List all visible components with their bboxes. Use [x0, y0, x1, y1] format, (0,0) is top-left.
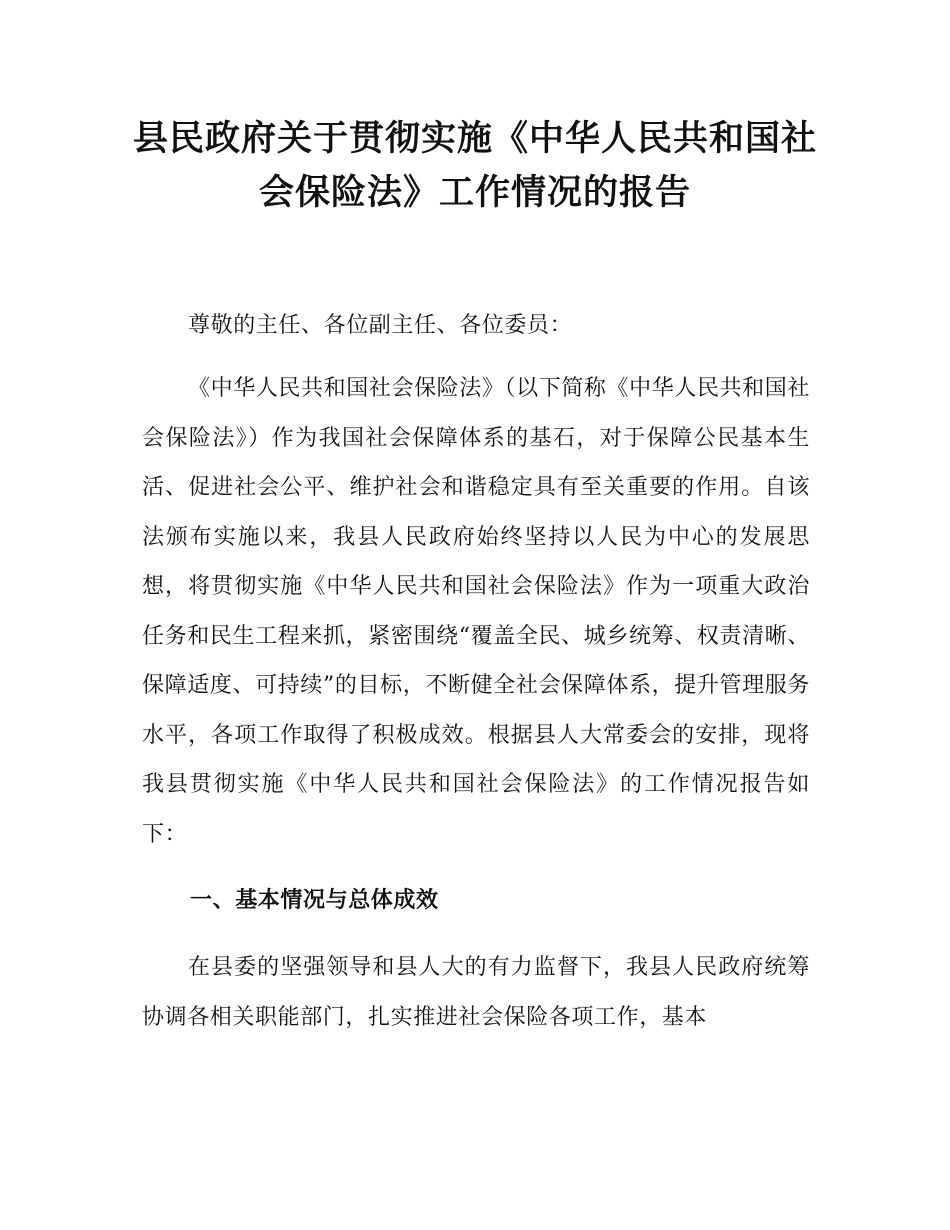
title-line-1: 县民政府关于贯彻实施《中华人民共和国社	[132, 118, 817, 159]
paragraph-section1: 在县委的坚强领导和县人大的有力监督下，我县人民政府统筹协调各相关职能部门，扎实推进社会保险各项工作，基本	[142, 955, 810, 1030]
paragraph-intro: 《中华人民共和国社会保险法》（以下简称《中华人民共和国社会保险法》）作为我国社会保障体系的基石，对于保障公民基本生活、促进社会公平、维护社会和谐稳定具有至关重要的作用。自该法颁布实施以来，我县人民政府始终坚持以人民为中心的发展思想，将贯彻实施《中华人民共和国社会保险法》作为一项重大政治任务和民生工程来抓，紧密围绕“覆盖全民、城乡统筹、权责清晰、保障适度、可持续”的目标，不断健全社会保障体系，提升管理服务水平，各项工作取得了积极成效。根据县人大常委会的安排，现将我县贯彻实施《中华人民共和国社会保险法》的工作情况报告如下：	[142, 376, 810, 847]
salutation: 尊敬的主任、各位副主任、各位委员：	[188, 313, 573, 338]
title-line-2: 会保险法》工作情况的报告	[258, 172, 691, 213]
document-title	[120, 112, 830, 220]
section-heading-1: 一、基本情况与总体成效	[190, 888, 439, 913]
